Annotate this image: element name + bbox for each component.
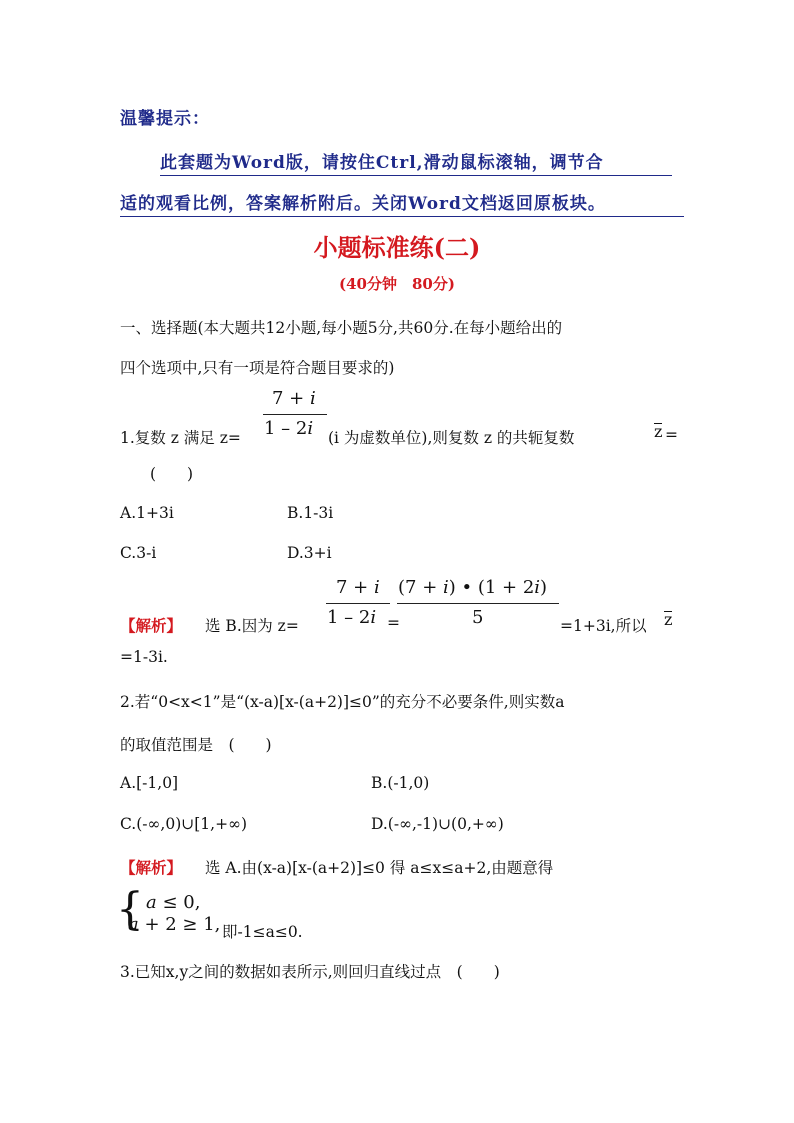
q1-fraction-numerator: 7 + 𝑖 (272, 388, 316, 409)
q1-jiexi-label: 【解析】 (120, 616, 183, 635)
q1-fraction-denominator: 1 – 2𝑖 (264, 418, 314, 439)
page-title: 小题标准练(二) (313, 233, 481, 262)
q1-option-c: C.3-i (120, 544, 157, 562)
q1-sol-frac1-numerator: 7 + 𝑖 (336, 577, 380, 598)
q2-option-d: D.(-∞,-1)∪(0,+∞) (371, 815, 504, 833)
q3-stem-line-1: 3.已知x,y之间的数据如表所示,则回归直线过点 ( ) (120, 963, 500, 981)
q1-sol-suffix: =1+3i,所以 (560, 617, 647, 635)
q1-sol-line-2: =1-3i. (120, 648, 168, 666)
q1-option-b: B.1-3i (287, 504, 334, 522)
section-intro-line-1: 一、选择题(本大题共12小题,每小题5分,共60分.在每小题给出的 (120, 319, 563, 337)
section-intro-line-2: 四个选项中,只有一项是符合题目要求的) (120, 359, 395, 377)
q2-jiexi-label: 【解析】 (120, 858, 183, 877)
q1-stem-suffix: (i 为虚数单位),则复数 z 的共轭复数 (328, 429, 575, 447)
q1-stem-prefix: 1.复数 z 满足 z= (120, 429, 241, 447)
q1-sol-frac2-numerator: (7 + 𝑖) • (1 + 2𝑖) (398, 577, 548, 598)
q1-sol-frac1-bar (326, 603, 390, 604)
q1-sol-frac2-bar (397, 603, 559, 604)
q1-option-a: A.1+3i (120, 504, 174, 522)
q2-option-c: C.(-∞,0)∪[1,+∞) (120, 815, 248, 833)
q1-sol-frac1-denominator: 1 – 2𝑖 (327, 607, 377, 628)
q2-sol-line-1: 选 A.由(x-a)[x-(a+2)]≤0 得 a≤x≤a+2,由题意得 (205, 859, 554, 877)
q1-option-d: D.3+i (287, 544, 332, 562)
q2-stem-line-2: 的取值范围是 ( ) (120, 736, 272, 754)
q2-option-b: B.(-1,0) (371, 774, 430, 792)
notice-line-1: 此套题为Word版，请按住Ctrl,滑动鼠标滚轴，调节合 (160, 148, 672, 176)
q2-system-row-2: 𝑎 + 2 ≥ 1, (128, 914, 221, 935)
q1-answer-paren: ( ) (150, 465, 194, 483)
q2-option-a: A.[-1,0] (120, 774, 179, 792)
q1-sol-prefix: 选 B.因为 z= (205, 617, 299, 635)
q2-system-row-1: 𝑎 ≤ 0, (146, 892, 201, 913)
page-subtitle: (40分钟 80分) (339, 275, 455, 293)
q1-conjugate-z: z (654, 422, 663, 441)
q1-fraction-bar (263, 414, 327, 415)
q2-stem-line-1: 2.若“0<x<1”是“(x-a)[x-(a+2)]≤0”的充分不必要条件,则实数a (120, 693, 565, 711)
q1-sol-frac2-denominator: 5 (472, 607, 484, 628)
q1-sol-equals: = (387, 614, 400, 632)
q1-sol-conjugate-z: z (664, 610, 673, 629)
notice-title: 温馨提示： (120, 109, 210, 129)
notice-line-2: 适的观看比例，答案解析附后。关闭Word文档返回原板块。 (120, 189, 684, 217)
q2-system-brace: { (116, 884, 144, 935)
q1-equals: = (665, 426, 678, 444)
q2-sol-tail: 即-1≤a≤0. (222, 923, 303, 941)
